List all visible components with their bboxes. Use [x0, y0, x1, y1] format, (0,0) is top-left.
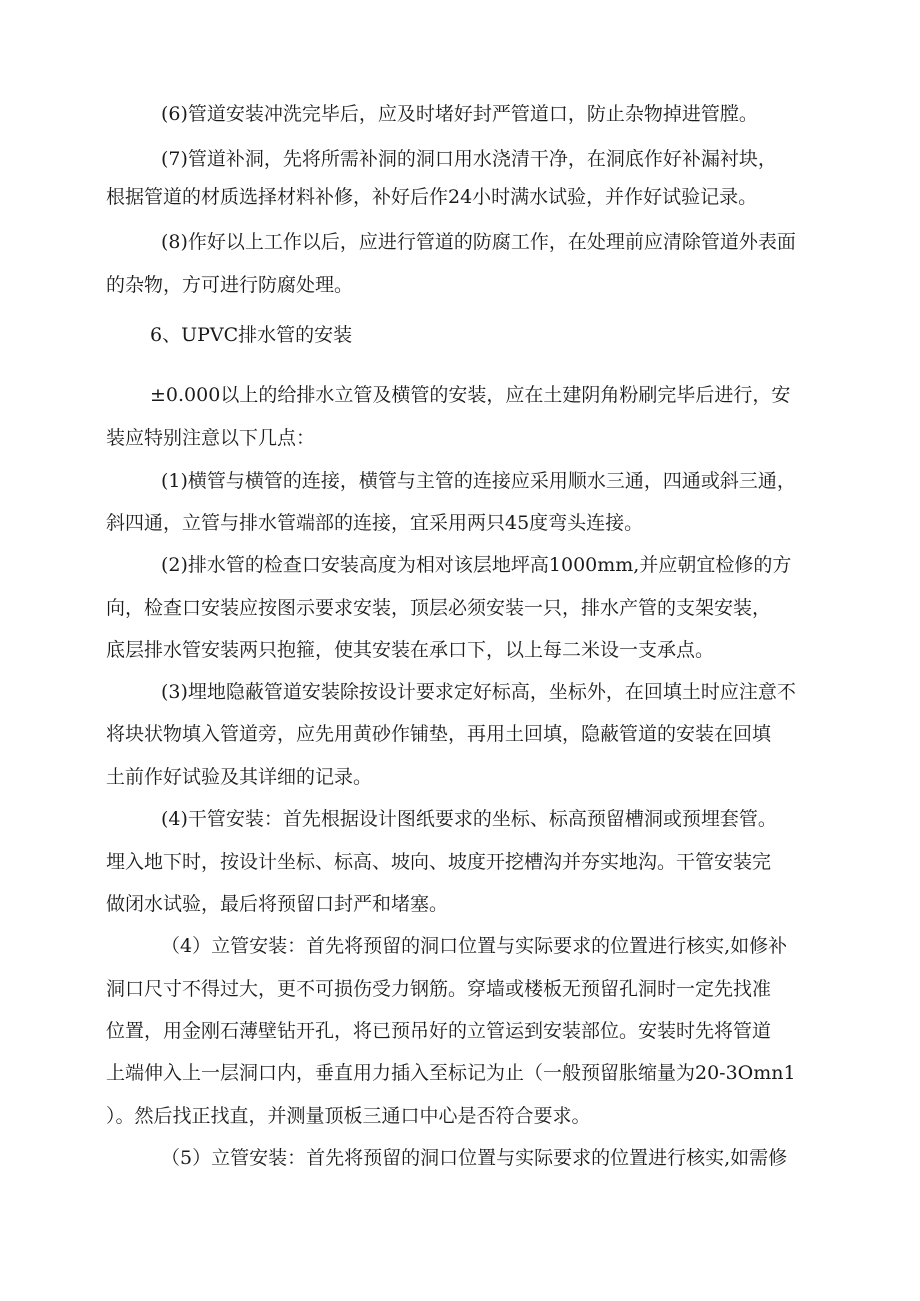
text-line: 的杂物，方可进行防腐处理。	[106, 274, 354, 296]
text-line: (8)作好以上工作以后，应进行管道的防腐工作，在处理前应清除管道外表面	[161, 231, 796, 253]
text-line: (1)横管与横管的连接，横管与主管的连接应采用顺水三通，四通或斜三通，	[161, 470, 796, 492]
text-line: 底层排水管安装两只抱箍，使其安装在承口下，以上每二米设一支承点。	[106, 639, 715, 661]
section-heading: 6、UPVC排水管的安装	[150, 324, 353, 346]
text-line: 装应特别注意以下几点：	[106, 427, 316, 449]
text-line: 洞口尺寸不得过大，更不可损伤受力钢筋。穿墙或楼板无预留孔洞时一定先找准	[106, 978, 772, 1000]
text-line: ）。然后找正找直，并测量顶板三通口中心是否符合要求。	[106, 1105, 591, 1127]
text-line: （5）立管安装：首先将预留的洞口位置与实际要求的位置进行核实,如需修	[161, 1147, 788, 1169]
text-line: 位置，用金刚石薄壁钻开孔，将已预吊好的立管运到安装部位。安装时先将管道	[106, 1020, 772, 1042]
text-line: 埋入地下时，按设计坐标、标高、坡向、坡度开挖槽沟并夯实地沟。干管安装完	[106, 851, 772, 873]
text-line: 将块状物填入管道旁，应先用黄砂作铺垫，再用土回填，隐蔽管道的安装在回填	[106, 723, 772, 745]
text-line: 根据管道的材质选择材料补修，补好后作24小时满水试验，并作好试验记录。	[106, 186, 758, 208]
text-line: (6)管道安装冲洗完毕后，应及时堵好封严管道口，防止杂物掉进管膛。	[161, 103, 758, 125]
text-line: 上端伸入上一层洞口内，垂直用力插入至标记为止（一般预留胀缩量为20-3Omn1	[106, 1062, 796, 1084]
text-line: （4）立管安装：首先将预留的洞口位置与实际要求的位置进行核实,如修补	[161, 935, 788, 957]
text-line: 斜四通，立管与排水管端部的连接，宜采用两只45度弯头连接。	[106, 512, 644, 534]
text-line: ±0.000以上的给排水立管及横管的安装，应在土建阴角粉刷完毕后进行，安	[150, 384, 791, 406]
text-line: (2)排水管的检查口安装高度为相对该层地坪高1000mm,并应朝宜检修的方	[161, 554, 792, 576]
text-line: (7)管道补洞，先将所需补洞的洞口用水浇清干净，在洞底作好补漏衬块，	[161, 148, 777, 170]
text-line: (3)埋地隐蔽管道安装除按设计要求定好标高，坐标外，在回填土时应注意不	[161, 681, 796, 703]
text-line: 土前作好试验及其详细的记录。	[106, 766, 373, 788]
text-line: 做闭水试验，最后将预留口封严和堵塞。	[106, 893, 449, 915]
text-line: 向，检查口安装应按图示要求安装，顶层必须安装一只，排水产管的支架安装，	[106, 597, 772, 619]
text-line: (4)干管安装：首先根据设计图纸要求的坐标、标高预留槽洞或预埋套管。	[161, 808, 777, 830]
